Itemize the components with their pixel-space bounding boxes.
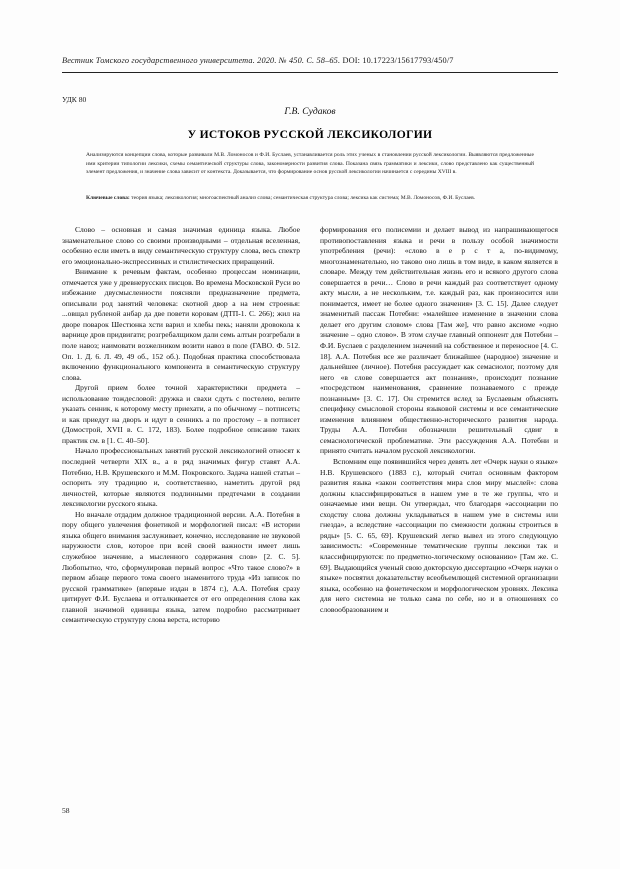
article-keywords bbox=[86, 194, 534, 203]
page-title: У ИСТОКОВ РУССКОЙ ЛЕКСИКОЛОГИИ bbox=[187, 128, 433, 141]
keywords-list: теория языка; лексикология; многоаспектный анализ слова; семантическая структура слова; лексика как система; М.В. Ломоносов, Ф.И. Буслаев. bbox=[131, 195, 476, 201]
paragraph: Слово – основная и самая значимая единица языка. Любое знаменательное слово со своими производными – отдельная вселенная, особенно если иметь в виду семантическую структуру слова, весь спектр его эмоционально-экспрессивных и стилистических приращений. bbox=[62, 225, 300, 266]
keywords-label: Ключевые слова: bbox=[86, 195, 130, 201]
running-head bbox=[62, 56, 558, 65]
header-rule bbox=[62, 72, 558, 73]
right-column bbox=[320, 225, 558, 615]
body-columns bbox=[62, 225, 558, 800]
article-author: Г.В. Судаков bbox=[284, 106, 336, 117]
page-number: 58 bbox=[62, 806, 70, 815]
paragraph: Внимание к речевым фактам, особенно процессам номинации, отмечается уже у древнерусских писцов. Во времена Московской Руси во избежание двусмысленности поясняли предназначение предмета, описывали род занятий человека: скотной двор а на нем строенья: ...овщал рубленой анбар да две повети коровам (ДТП-1. С. 266); жил на дворе поварок Шестюнка хсти варил и хлебы пекь; наняли дровокола к варнице дров придвигати; розгребалщиком дали семь алтын розгребали в поле навоз; наимовати возжелником возити навоз в поле (ГАВО. Ф. 512. Оп. 1. Д. 6. Л. 49, 49 об., 152 об.). Подобная практика способствовала включению функционального компонента в семантическую структуру слова. bbox=[62, 267, 300, 382]
doi-text: DOI: 10.17223/15617793/450/7 bbox=[342, 56, 454, 65]
paragraph: Другой прием более точной характеристики предмета – использование тождесловой: дружка и свахи сдуть с постелею, велите указать сенник, к которому месту приехати, а по обычному – потписеть; и как приедут на дворъ и идут в сенникъ а по простому – в потписет (Домострой, XVII в. С. 172, 183). Более подробное описание таких практик см. в [1. С. 40–50]. bbox=[62, 383, 300, 445]
article-abstract: Анализируются концепции слова, которые развивали М.В. Ломоносов и Ф.И. Буслаев, устанавливается роль этих ученых в становлении русской лексикологии. Выявляются предложенные ими критерии типологии лексики, схемы семантической структуры слова, закономерности развития слова. Показана связь грамматики и лексики, слово представлено как существенный элемент предложения, и значение слова зависит от контекста. Доказывается, что формирование основ русской лексикологии начинается с середины XVIII в. bbox=[86, 152, 534, 176]
journal-reference: Вестник Томского государственного университета. 2020. № 450. С. 58–65. bbox=[62, 56, 341, 65]
paragraph: формирования его полисемии и делает вывод из напрашивающегося противопоставления языка и речи в пользу особой значимости употребления (речи): «слово в е р с т а, по-видимому, многознаменательно, но таково оно лишь в том виде, в каком является в словаре. Между тем действительная жизнь его и всякого другого слова совершается в речи… Слово в речи каждый раз соответствует одному акту мысли, а не нескольким, т.е. каждый раз, как произносится или понимается, имеет не более одного значения» [3. С. 15]. Далее следует знаменитый пассаж Потебни: «малейшее изменение в значении слова делает его другим словом» слова [Там же], что равно аксиоме «одно значение – одно слово». В этом случае главный оппонент для Потебни – Ф.И. Буслаев с разделением значений на собственное и переносное [4. С. 18]. А.А. Потебня все же различает ближайшее (народное) значение и дальнейшее (личное). Потебня рассуждает как семасиолог, поэтому для него «в слове совершается акт познания», происходит познание «посредством наименования, сравнение познаваемого с прежде познанным» [3. С. 17]. Он стремится вслед за Буслаевым объяснять специфику смысловой стороны языковой системы и все семантические изменения влиянием общественно-исторического развития народа. Труды А.А. Потебни обозначили решительный сдвиг в семасиологической проблематике. Эти рассуждения А.А. Потебни и принято считать началом русской лексикологии. bbox=[320, 225, 558, 456]
udk-code: УДК 80 bbox=[62, 95, 87, 104]
left-column bbox=[62, 225, 300, 626]
paragraph: Вспомним еще появившийся через девять лет «Очерк науки о языке» Н.В. Крушевского (1883 г.), который считал основным фактором развития языка «закон соответствия мира слов миру мыслей»: слова должны классифицироваться в нашем уме в те же группы, что и означаемые ими вещи. Он утверждал, что благодаря «ассоциации по сходству слова должны укладываться в нашем уме в системы или гнезда», а вследствие «ассоциации по смежности должны строиться в ряды» [5. С. 65, 69]. Крушевский легко вывел из этого следующую зависимость: «Современные тематические группы лексики так и классифицируются: по предметно-логическому основанию» [Там же. С. 69]. Выдающийся ученый свою докторскую диссертацию «Очерк науки о языке» посвятил доказательству всеобъемлющей системной организации языка, особенно на фонетическом и морфологическом уровнях. Лексика для него системна не только сама по себе, но и в отношениях со словообразованием и bbox=[320, 457, 558, 614]
paragraph: Начало профессиональных занятий русской лексикологией относят к последней четверти XIX в., а в ряд значимых фигур ставят А.А. Потебню, Н.В. Крушевского и М.М. Покровского. Задача нашей статьи – оспорить эту традицию и, соответственно, наметить другой ряд личностей, которые являются подлинными предтечами в создании лексикологии русского языка. bbox=[62, 446, 300, 509]
paragraph: Но вначале отдадим должное традиционной версии. А.А. Потебня в пору общего увлечения фонетикой и морфологией писал: «В истории языка общего внимания заслуживает, конечно, исследование не звуковой наружности слов, которое при всей своей важности имеет лишь служебное значение, а мысленного содержания слов» [2. С. 5]. Любопытно, что, сформулировав первый вопрос «Что такое слово?» в первом абзаце первого тома своего знаменитого труда «Из записок по русской грамматике» (впервые издан в 1874 г.), А.А. Потебня сразу цитирует Ф.И. Буслаева и отталкивается от его определения слова как главной значимой единицы языка, затем подробно рассматривает семантическую структуру слова верста, историю bbox=[62, 509, 300, 625]
